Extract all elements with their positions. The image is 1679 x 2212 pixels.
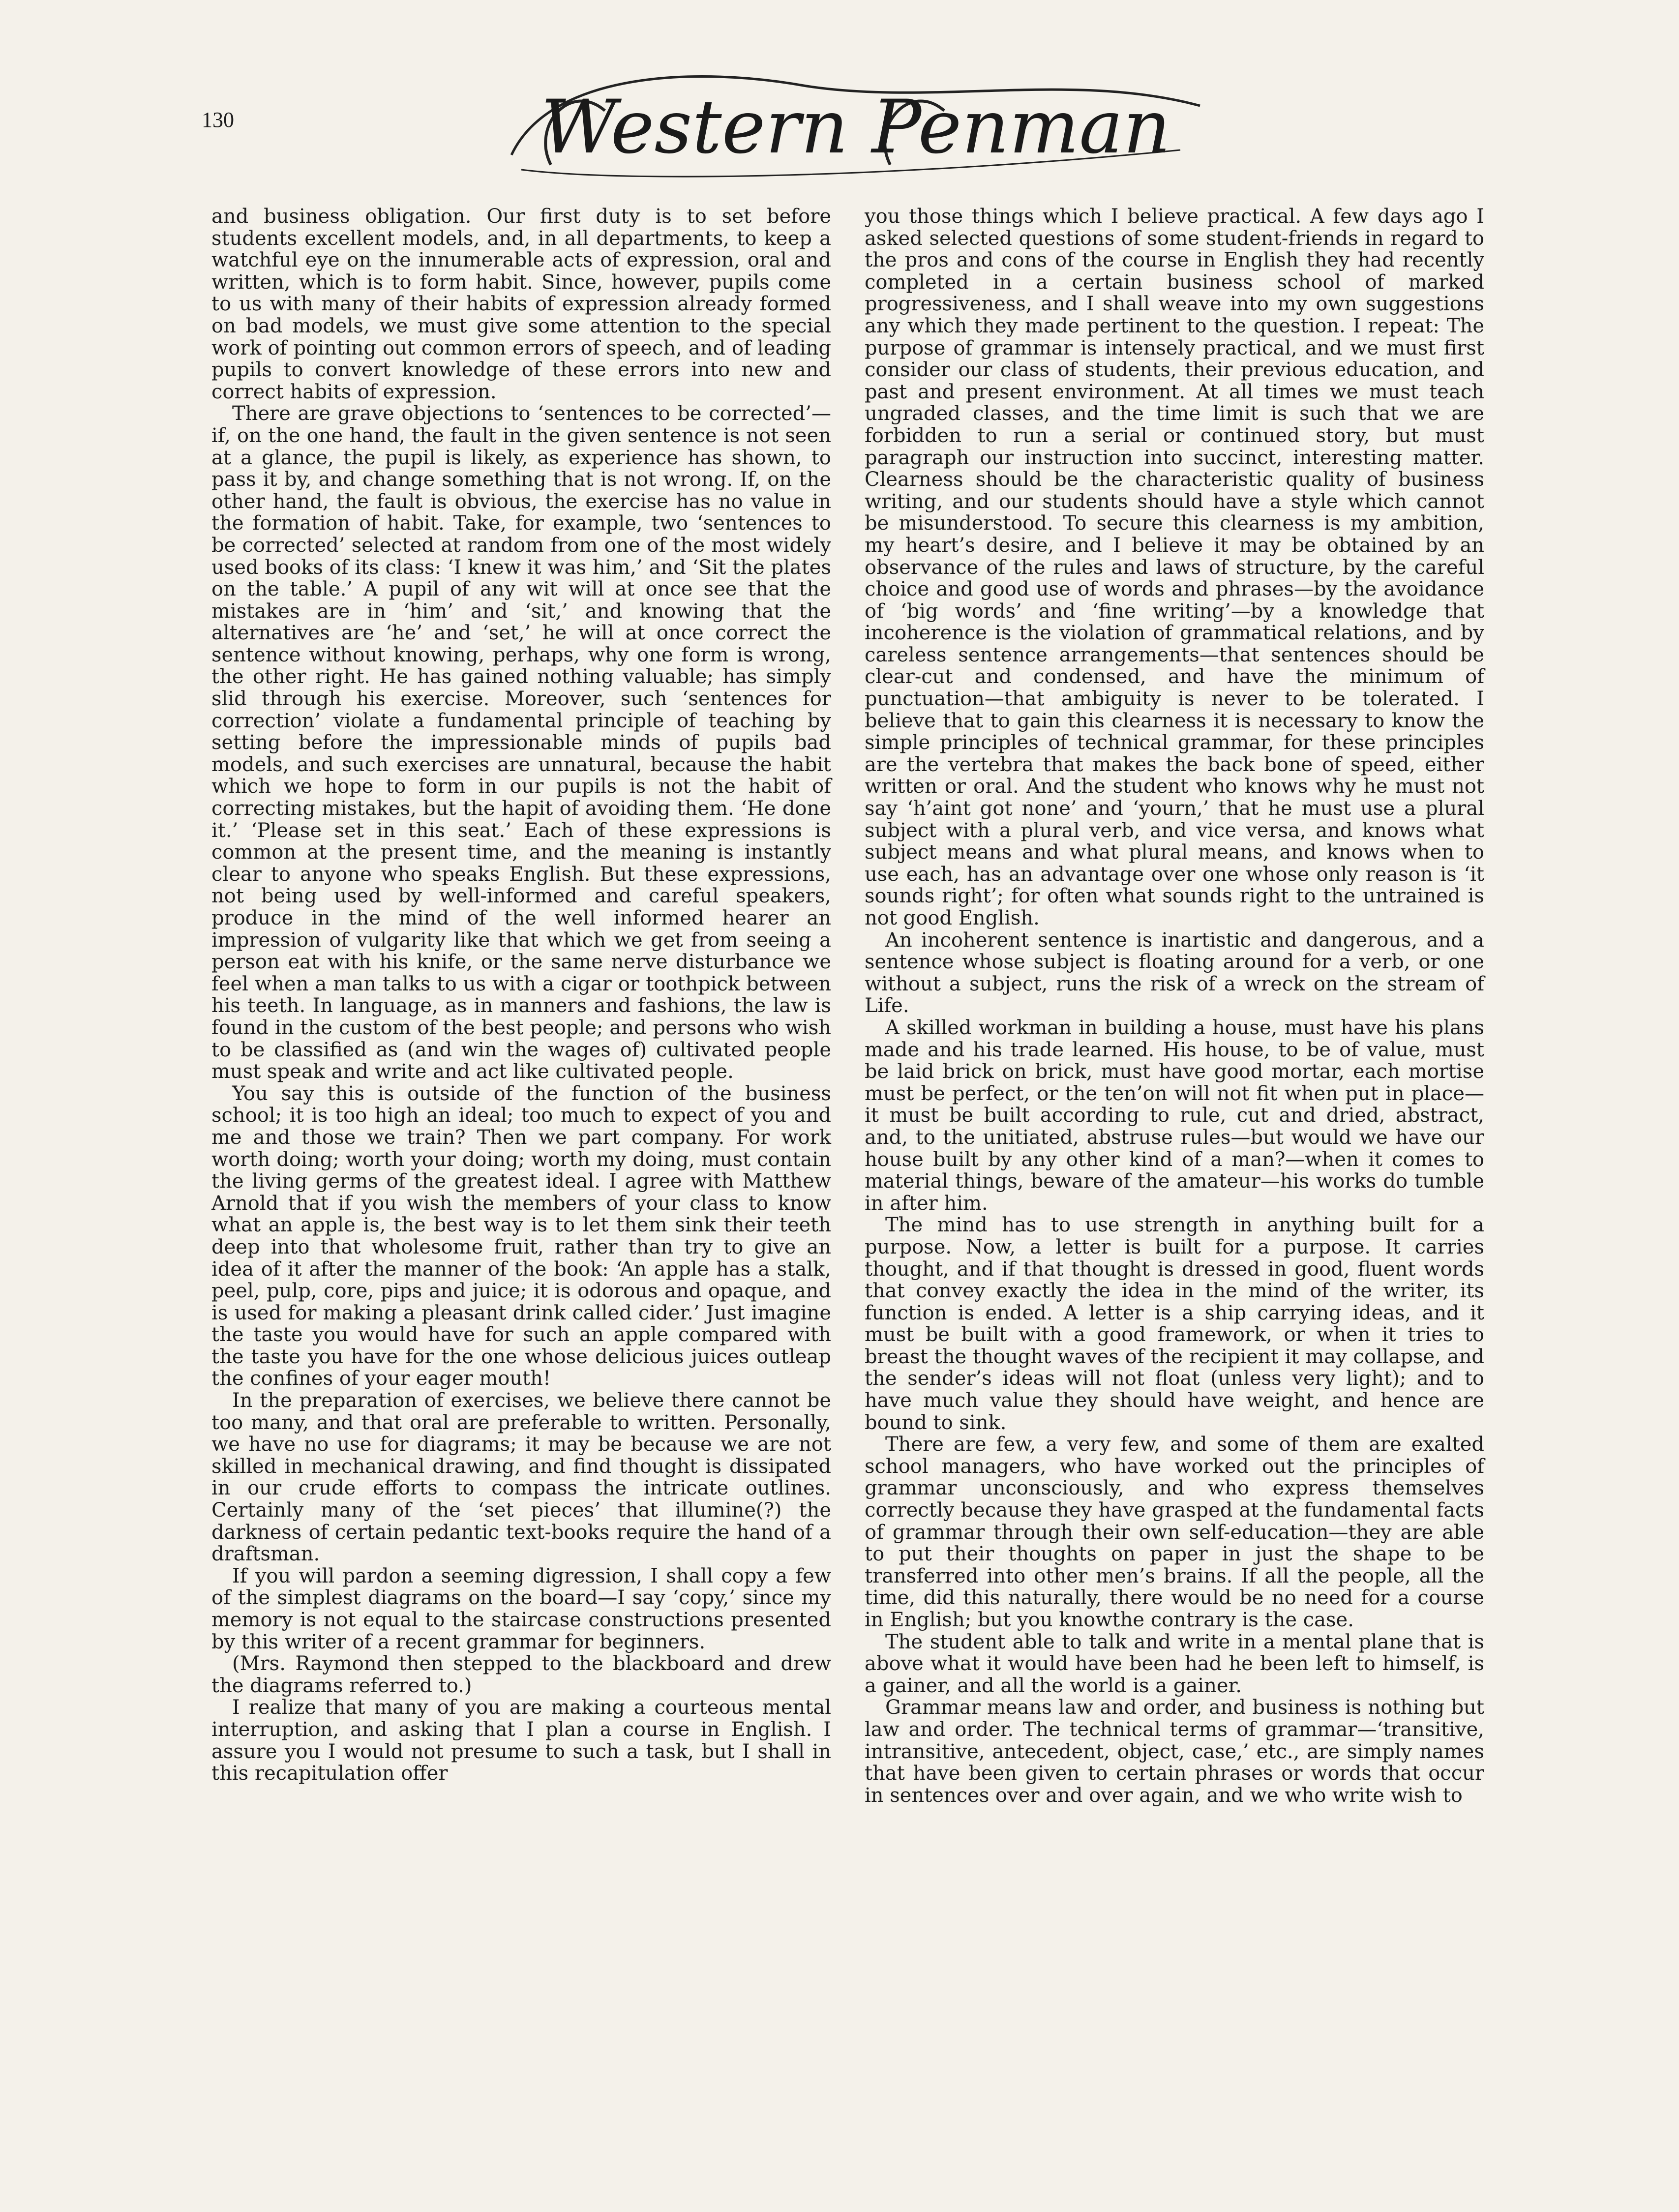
paragraph: The student able to talk and write in a mental plane that is above what it would have been had he been left to himself, is a gainer, and all the world is a gainer. bbox=[865, 1630, 1484, 1697]
right-column bbox=[865, 206, 1484, 1806]
paragraph: If you will pardon a seeming digression, I shall copy a few of the simplest diagrams on the board—I say ‘copy,’ since my memory is not equal to the staircase constructions presented by this writer of a recent grammar for beginners. bbox=[211, 1564, 831, 1653]
masthead-logo bbox=[492, 52, 1220, 199]
left-column bbox=[211, 206, 831, 1785]
paragraph: There are grave objections to ‘sentences to be corrected’—if, on the one hand, the fault in the given sentence is not seen at a glance, the pupil is likely, as experience has shown, to pass it by, and change something that is not wrong. If, on the other hand, the fault is obvious, the exercise has no value in the formation of habit. Take, for example, two ‘sentences to be corrected’ selected at random from one of the most widely used books of its class: ‘I knew it was him,’ and ‘Sit the plates on the table.’ A pupil of any wit will at once see that the mistakes are in ‘him’ and ‘sit,’ and knowing that the alternatives are ‘he’ and ‘set,’ he will at once correct the sentence without knowing, perhaps, why one form is wrong, the other right. He has gained nothing valuable; has simply slid through his exercise. Moreover, such ‘sentences for correction’ violate a fundamental principle of teaching by setting before the impressionable minds of pupils bad models, and such exercises are unnatural, because the habit which we hope to form in our pupils is not the habit of correcting mistakes, but the hapit of avoiding them. ‘He done it.’ ‘Please set in this seat.’ Each of these expressions is common at the present time, and the meaning is instantly clear to anyone who speaks English. But these expressions, not being used by well-informed and careful speakers, produce in the mind of the well informed hearer an impression of vulgarity like that which we get from seeing a person eat with his knife, or the same nerve disturbance we feel when a man talks to us with a cigar or toothpick between his teeth. In language, as in manners and fashions, the law is found in the custom of the best people; and persons who wish to be classified as (and win the wages of) cultivated people must speak and write and act like cultivated people. bbox=[211, 402, 831, 1083]
paragraph: You say this is outside of the function of the business school; it is too high an ideal; too much to expect of you and me and those we train? Then we part company. For work worth doing; worth your doing; worth my doing, must contain the living germs of the greatest ideal. I agree with Matthew Arnold that if you wish the members of your class to know what an apple is, the best way is to let them sink their teeth deep into that wholesome fruit, rather than try to give an idea of it after the manner of the book: ‘An apple has a stalk, peel, pulp, core, pips and juice; it is odorous and opaque, and is used for making a pleasant drink called cider.’ Just imagine the taste you would have for such an apple compared with the taste you have for the one whose delicious juices outleap the confines of your eager mouth! bbox=[211, 1082, 831, 1390]
page-number: 130 bbox=[202, 108, 234, 132]
paragraph: I realize that many of you are making a courteous mental interruption, and asking that I plan a course in English. I assure you I would not presume to such a task, but I shall in this recapitulation offer bbox=[211, 1696, 831, 1785]
paragraph: In the preparation of exercises, we believe there cannot be too many, and that oral are preferable to written. Personally, we have no use for diagrams; it may be because we are not skilled in mechanical drawing, and find thought is dissipated in our crude efforts to compass the intricate outlines. Certainly many of the ‘set pieces’ that illumine(?) the darkness of certain pedantic text-books require the hand of a draftsman. bbox=[211, 1389, 831, 1566]
masthead-script-lettering bbox=[492, 52, 1220, 199]
paragraph: There are few, a very few, and some of them are exalted school managers, who have worked out the principles of grammar unconsciously, and who express themselves correctly because they have grasped at the fundamental facts of grammar through their own self-education—they are able to put their thoughts on paper in just the shape to be transferred into other men’s brains. If all the people, all the time, did this naturally, there would be no need for a course in English; but you knowthe contrary is the case. bbox=[865, 1433, 1484, 1631]
paragraph: The mind has to use strength in anything built for a purpose. Now, a letter is built for a purpose. It carries thought, and if that thought is dressed in good, fluent words that convey exactly the idea in the mind of the writer, its function is ended. A letter is a ship carrying ideas, and it must be built with a good framework, or when it tries to breast the thought waves of the recipient it may collapse, and the sender’s ideas will not float (unless very light); and to have much value they should have weight, and hence are bound to sink. bbox=[865, 1214, 1484, 1434]
paragraph: you those things which I believe practical. A few days ago I asked selected questions of some student-friends in regard to the pros and cons of the course in English they had recently completed in a certain business school of marked progressiveness, and I shall weave into my own suggestions any which they made pertinent to the question. I repeat: The purpose of grammar is intensely practical, and we must first consider our class of students, their previous education, and past and present environment. At all times we must teach ungraded classes, and the time limit is such that we are forbidden to run a serial or continued story, but must paragraph our instruction into succinct, interesting matter. Clearness should be the characteristic quality of business writing, and our students should have a style which cannot be misunderstood. To secure this clearness is my ambition, my heart’s desire, and I believe it may be obtained by an observance of the rules and laws of structure, by the careful choice and good use of words and phrases—by the avoidance of ‘big words’ and ‘fine writing’—by a knowledge that incoherence is the violation of grammatical relations, and by careless sentence arrangements—that sentences should be clear-cut and condensed, and have the minimum of punctuation—that ambiguity is never to be tolerated. I believe that to gain this clearness it is necessary to know the simple principles of technical grammar, for these principles are the vertebra that makes the back bone of speed, either written or oral. And the student who knows why he must not say ‘h’aint got none’ and ‘yourn,’ that he must use a plural subject with a plural verb, and vice versa, and knows what subject means and what plural means, and knows when to use each, has an advantage over one whose only reason is ‘it sounds right’; for often what sounds right to the untrained is not good English. bbox=[865, 205, 1484, 929]
paragraph: (Mrs. Raymond then stepped to the blackboard and drew the diagrams referred to.) bbox=[211, 1652, 831, 1697]
paragraph: A skilled workman in building a house, must have his plans made and his trade learned. His house, to be of value, must be laid brick on brick, must have good mortar, each mortise must be perfect, or the ten’on will not fit when put in place—it must be built according to rule, cut and dried, abstract, and, to the unitiated, abstruse rules—but would we have our house built by any other kind of a man?—when it comes to material things, beware of the amateur—his works do tumble in after him. bbox=[865, 1016, 1484, 1215]
paragraph: and business obligation. Our first duty is to set before students excellent models, and, in all departments, to keep a watchful eye on the innumerable acts of expression, oral and written, which is to form habit. Since, however, pupils come to us with many of their habits of expression already formed on bad models, we must give some attention to the special work of pointing out common errors of speech, and of leading pupils to convert knowledge of these errors into new and correct habits of expression. bbox=[211, 205, 831, 403]
paragraph: Grammar means law and order, and business is nothing but law and order. The technical terms of grammar—‘transitive, intransitive, antecedent, object, case,’ etc., are simply names that have been given to certain phrases or words that occur in sentences over and over again, and we who write wish to bbox=[865, 1696, 1484, 1807]
paragraph: An incoherent sentence is inartistic and dangerous, and a sentence whose subject is floating around for a verb, or one without a subject, runs the risk of a wreck on the stream of Life. bbox=[865, 928, 1484, 1017]
masthead-title: Western Penman bbox=[540, 85, 1171, 170]
